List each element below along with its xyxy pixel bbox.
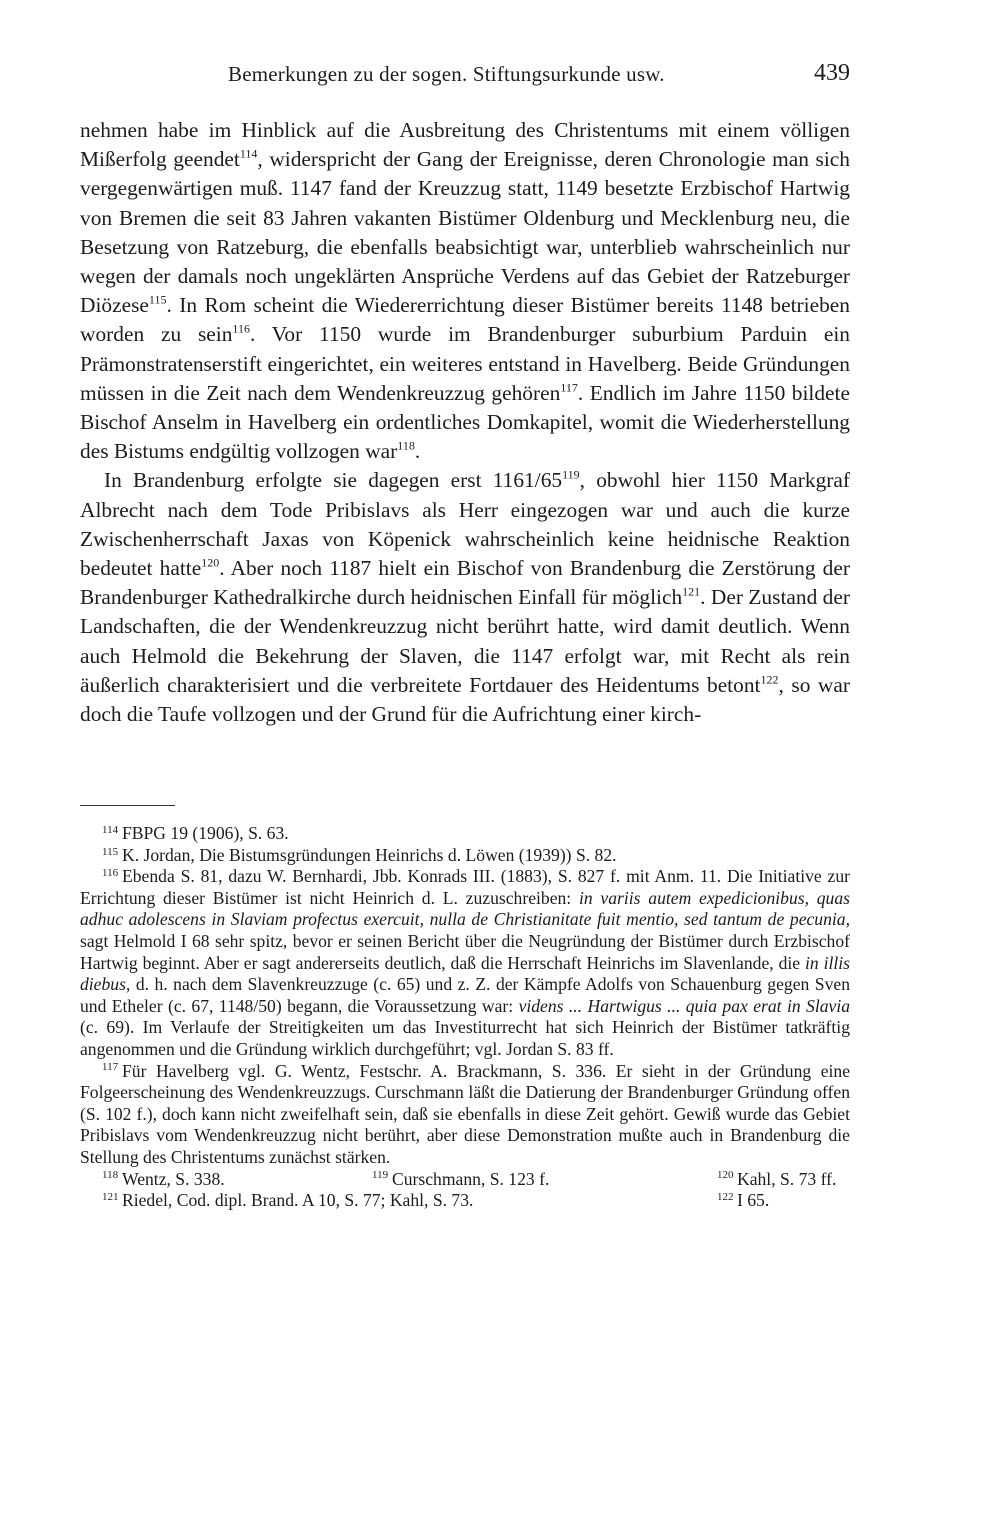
footnote-text: I 65. [737, 1190, 770, 1211]
text-segment: , obwohl hier 1150 Markgraf Albrecht nach dem Tode Pribislavs als Herr eingezogen war und auch die kurze Zwischenherrschaft Jaxas von Köpenick wahrscheinlich keine heidnische Reaktion bedeutet hatte [80, 468, 851, 581]
text-segment: . Vor 1150 wurde im Brandenburger suburbium Parduin ein Prämonstratenserstift eingerichtet, ein weiteres entstand in Havelberg. Beide Gründungen müssen in die Zeit nach dem Wendenkreuzzug gehören [80, 322, 850, 405]
footnote-ref-119: 119 [562, 468, 580, 483]
footnote-text: Wentz, S. 338. [122, 1168, 225, 1189]
footnote-114: 114 FBPG 19 (1906), S. 63. [102, 823, 289, 843]
footnote-ref-115: 115 [148, 292, 167, 307]
footnote-122: 122 I 65. [717, 1190, 770, 1211]
main-text [80, 116, 850, 729]
footnote-text: K. Jordan, Die Bistumsgründungen Heinrichs d. Löwen (1939)) S. 82. [122, 844, 617, 865]
text-segment: . Der Zustand der Landschaften, die der Wendenkreuzzug nicht berührt hatte, wird damit deutlich. Wenn auch Helmold die Bekehrung der Slaven, die 1147 erfolgt war, mit Recht als rein äußerlich charakterisiert und die verbreitete Fortdauer des Heidentums betont [80, 585, 850, 697]
footnote-116: 116 Ebenda S. 81, dazu W. Bernhardi, Jbb. Konrads III. (1883), S. 827 f. mit Anm. 11. Die Initiative zur Errichtung dieser Bistümer ist nicht Heinrich d. L. zuzuschreiben: in variis autem expedicionibus, quas adhuc adolescens in Slaviam profectus exercuit, nulla de Christianitate fuit mentio, sed tantum de pecunia, sagt Helmold I 68 sehr spitz, bevor er seinen Bericht über die Neugründung der Bistümer durch Erzbischof Hartwig beginnt. Aber er sagt andererseits deutlich, daß die Herrschaft Heinrichs im Slavenlande, die in illis diebus, d. h. nach dem Slavenkreuzzuge (c. 65) und z. Z. der Kämpfe Adolfs von Schauenburg gegen Sven und Etheler (c. 67, 1148/50) begann, die Voraussetzung war: videns ... Hartwigus ... quia pax erat in Slavia (c. 69). Im Verlaufe der Streitigkeiten um das Investiturrecht hat sich Heinrich der Bistümer tatkräftig angenommen und die Gründung wirklich durchgeführt; vgl. Jordan S. 83 ff. [80, 866, 851, 1059]
footnote-ref-120: 120 [201, 555, 220, 570]
text-segment: . [414, 439, 421, 464]
footnote-divider [80, 805, 175, 806]
text-segment: nehmen habe im Hinblick auf die Ausbreitung des Christentums mit einem völligen Mißerfolg geendet [80, 118, 850, 172]
footnote-text: sagt Helmold I 68 sehr spitz, bevor er seinen Bericht über die Neugründung der Bistümer durch Erzbischof Hartwig beginnt. Aber er sagt andererseits deutlich, daß die Herrschaft Heinrichs im Slavenlande, die [80, 930, 850, 973]
footnote-text: Curschmann, S. 123 f. [392, 1168, 550, 1189]
paragraph-1 [80, 116, 850, 466]
footnote-row-118-120 [80, 1169, 850, 1191]
text-segment: . In Rom scheint die Wiedererrichtung dieser Bistümer bereits 1148 betrieben worden zu sein [80, 293, 850, 347]
paragraph-2 [80, 466, 850, 729]
running-title: Bemerkungen zu der sogen. Stiftungsurkunde usw. [228, 62, 665, 86]
footnote-120: 120 Kahl, S. 73 ff. [717, 1168, 837, 1189]
footnote-text: FBPG 19 (1906), S. 63. [122, 823, 289, 843]
footnote-121: 121 Riedel, Cod. dipl. Brand. A 10, S. 77; Kahl, S. 73. [102, 1190, 474, 1211]
footnote-ref-122: 122 [760, 672, 779, 687]
latin-quote: in variis autem expedicionibus, quas adhuc adolescens in Slaviam profectus exercuit, nulla de Christianitate fuit mentio, sed tantum de pecunia, [80, 887, 851, 930]
footnotes [80, 823, 850, 1212]
footnote-117: 117 Für Havelberg vgl. G. Wentz, Festschr. A. Brackmann, S. 336. Er sieht in der Gründung eine Folgeerscheinung des Wendenkreuzzugs. Curschmann läßt die Datierung der Brandenburger Gründung offen (S. 102 f.), doch kann nicht zweifelhaft sein, daß sie ebenfalls in diese Zeit gehört. Gewiß wurde das Gebiet Pribislavs vom Wendenkreuzzug nicht berührt, aber diese Demonstration mußte auch in Brandenburg die Stellung des Christentums zunächst stärken. [80, 1060, 850, 1167]
footnote-row-121-122 [80, 1190, 850, 1212]
footnote-ref-114: 114 [239, 146, 258, 161]
footnote-ref-118: 118 [397, 438, 415, 453]
footnote-text: Für Havelberg vgl. G. Wentz, Festschr. A. Brackmann, S. 336. Er sieht in der Gründung eine Folgeerscheinung des Wendenkreuzzugs. Curschmann läßt die Datierung der Brandenburger Gründung offen (S. 102 f.), doch kann nicht zweifelhaft sein, daß sie ebenfalls in diese Zeit gehört. Gewiß wurde das Gebiet Pribislavs vom Wendenkreuzzug nicht berührt, aber diese Demonstration mußte auch in Brandenburg die Stellung des Christentums zunächst stärken. [80, 1060, 850, 1167]
footnote-text: Ebenda S. 81, dazu W. Bernhardi, Jbb. Konrads III. (1883), S. 827 f. mit Anm. 11. Die Initiative zur Errichtung dieser Bistümer ist nicht Heinrich d. L. zuzuschreiben: [80, 866, 850, 908]
page-header [228, 62, 850, 92]
footnote-ref-116: 116 [232, 322, 250, 337]
footnote-text: Kahl, S. 73 ff. [737, 1168, 837, 1189]
footnote-text: d. h. nach dem Slavenkreuzzuge (c. 65) und z. Z. der Kämpfe Adolfs von Schauenburg gegen Sven und Etheler (c. 67, 1148/50) begann, die Voraussetzung war: [80, 974, 850, 1016]
footnote-119: 119 Curschmann, S. 123 f. [372, 1168, 550, 1189]
text-segment: In Brandenburg erfolgte sie dagegen erst 1161/65 [104, 468, 563, 493]
text-segment: , so war doch die Taufe vollzogen und der Grund für die Aufrichtung einer kirch- [80, 672, 850, 727]
footnote-ref-117: 117 [560, 380, 578, 395]
latin-quote: in illis diebus, [80, 952, 851, 995]
page-number: 439 [814, 60, 850, 86]
footnote-text: (c. 69). Im Verlaufe der Streitigkeiten um das Investiturrecht hat sich Heinrich der Bistümer tatkräftig angenommen und die Gründung wirklich durchgeführt; vgl. Jordan S. 83 ff. [80, 1017, 850, 1059]
latin-quote: videns ... Hartwigus ... quia pax erat in Slavia [518, 995, 850, 1016]
footnote-115: 115 K. Jordan, Die Bistumsgründungen Heinrichs d. Löwen (1939)) S. 82. [102, 844, 617, 865]
footnote-text: Riedel, Cod. dipl. Brand. A 10, S. 77; Kahl, S. 73. [122, 1190, 474, 1211]
footnote-ref-121: 121 [682, 584, 701, 599]
text-segment: . Aber noch 1187 hielt ein Bischof von Brandenburg die Zerstörung der Brandenburger Kathedralkirche durch heidnischen Einfall für möglich [80, 556, 850, 610]
footnote-118: 118 Wentz, S. 338. [102, 1168, 225, 1189]
text-segment: . Endlich im Jahre 1150 bildete Bischof Anselm in Havelberg ein ordentliches Domkapitel, womit die Wiederherstellung des Bistums endgültig vollzogen war [80, 380, 850, 464]
text-segment: , widerspricht der Gang der Ereignisse, deren Chronologie man sich vergegenwärtigen muß. 1147 fand der Kreuzzug statt, 1149 besetzte Erzbischof Hartwig von Bremen die seit 83 Jahren vakanten Bistümer Oldenburg und Mecklenburg neu, die Besetzung von Ratzeburg, die ebenfalls beabsichtigt war, unterblieb wahrscheinlich nur wegen der damals noch ungeklärten Ansprüche Verdens auf das Gebiet der Ratzeburger Diözese [80, 147, 850, 318]
